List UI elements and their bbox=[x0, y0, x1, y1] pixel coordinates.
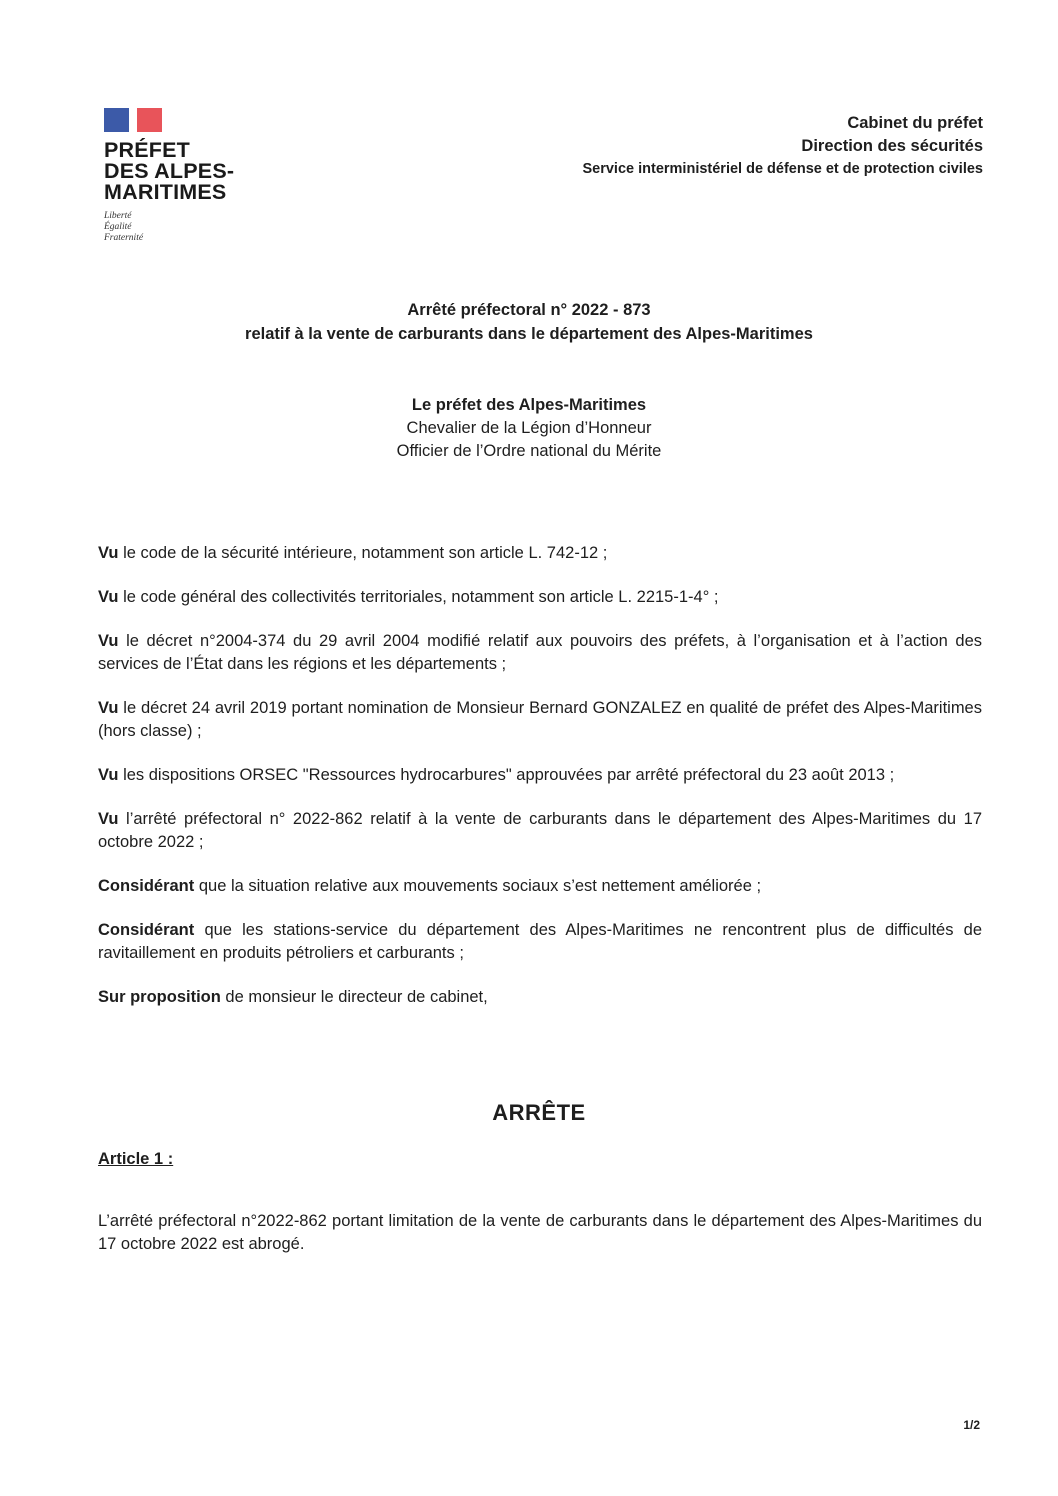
considering-text: que la situation relative aux mouvements sociaux s’est nettement améliorée ; bbox=[194, 877, 762, 895]
visa-paragraph bbox=[98, 697, 982, 743]
header-line: Service interministériel de défense et de protection civiles bbox=[582, 161, 983, 177]
considering-paragraph bbox=[98, 919, 982, 965]
visa-lead: Vu bbox=[98, 544, 119, 562]
issuing-service-header bbox=[582, 112, 983, 181]
visa-lead: Vu bbox=[98, 699, 119, 717]
issuer-honor: Chevalier de la Légion d’Honneur bbox=[406, 419, 652, 437]
header-line: Direction des sécurités bbox=[801, 137, 983, 155]
title-subline: relatif à la vente de carburants dans le département des Alpes-Maritimes bbox=[245, 325, 813, 343]
visa-paragraph bbox=[98, 586, 982, 609]
visa-paragraph bbox=[98, 630, 982, 676]
considering-text: que les stations-service du département des Alpes-Maritimes ne rencontrent plus de difficultés de ravitaillement en produits pétroliers et carburants ; bbox=[98, 921, 982, 962]
visas-section bbox=[98, 542, 982, 1030]
page-number: 1/2 bbox=[963, 1418, 980, 1432]
motto-line: Égalité bbox=[104, 222, 132, 232]
motto-line: Fraternité bbox=[104, 233, 144, 243]
decision-heading: ARRÊTE bbox=[492, 1100, 586, 1125]
issuer-block bbox=[0, 394, 1058, 463]
proposal-lead: Sur proposition bbox=[98, 988, 221, 1006]
proposal-paragraph bbox=[98, 986, 982, 1009]
considering-lead: Considérant bbox=[98, 877, 195, 895]
visa-lead: Vu bbox=[98, 588, 119, 606]
marianne-flag-icon bbox=[104, 108, 162, 132]
logo-title-line: DES ALPES- bbox=[104, 159, 235, 183]
issuer-name: Le préfet des Alpes-Maritimes bbox=[411, 396, 647, 414]
proposal-text: de monsieur le directeur de cabinet, bbox=[220, 988, 488, 1006]
prefecture-logo bbox=[104, 108, 264, 244]
logo-title-line: MARITIMES bbox=[104, 180, 227, 204]
visa-text: le décret n°2004-374 du 29 avril 2004 modifié relatif aux pouvoirs des préfets, à l’organisation et à l’action des services de l’État dans les régions et les départements ; bbox=[98, 632, 982, 673]
header-line: Cabinet du préfet bbox=[847, 114, 983, 132]
visa-paragraph bbox=[98, 764, 982, 787]
article-body: L’arrêté préfectoral n°2022-862 portant limitation de la vente de carburants dans le département des Alpes-Maritimes du 17 octobre 2022 est abrogé. bbox=[98, 1212, 982, 1253]
visa-paragraph bbox=[98, 808, 982, 854]
visa-text: le code de la sécurité intérieure, notamment son article L. 742-12 ; bbox=[118, 544, 608, 562]
motto-line: Liberté bbox=[104, 211, 132, 221]
considering-paragraph bbox=[98, 875, 982, 898]
document-title bbox=[0, 298, 1058, 346]
considering-lead: Considérant bbox=[98, 921, 195, 939]
issuer-honor: Officier de l’Ordre national du Mérite bbox=[396, 442, 662, 460]
visa-text: le décret 24 avril 2019 portant nomination de Monsieur Bernard GONZALEZ en qualité de préfet des Alpes-Maritimes (hors classe) ; bbox=[98, 699, 982, 740]
title-line: Arrêté préfectoral n° 2022 - 873 bbox=[407, 301, 651, 319]
article-heading: Article 1 : bbox=[98, 1150, 174, 1168]
republic-motto bbox=[104, 211, 264, 244]
visa-lead: Vu bbox=[98, 810, 119, 828]
visa-paragraph bbox=[98, 542, 982, 565]
visa-lead: Vu bbox=[98, 766, 119, 784]
visa-text: les dispositions ORSEC "Ressources hydrocarbures" approuvées par arrêté préfectoral du 23 août 2013 ; bbox=[118, 766, 895, 784]
logo-title-line: PRÉFET bbox=[104, 138, 191, 162]
logo-title bbox=[104, 140, 264, 203]
visa-lead: Vu bbox=[98, 632, 119, 650]
visa-text: l’arrêté préfectoral n° 2022-862 relatif à la vente de carburants dans le département des Alpes-Maritimes du 17 octobre 2022 ; bbox=[98, 810, 982, 851]
visa-text: le code général des collectivités territoriales, notamment son article L. 2215-1-4° ; bbox=[118, 588, 719, 606]
